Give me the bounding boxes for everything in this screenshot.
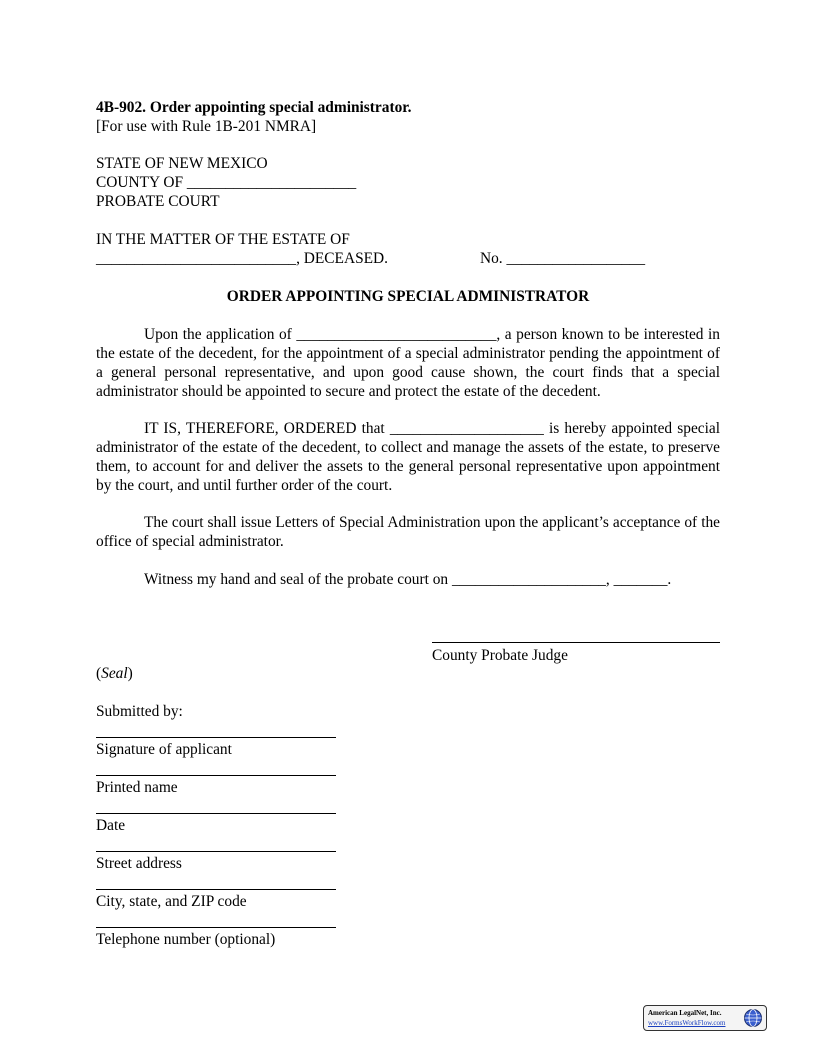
field-signature-label: Signature of applicant [96, 741, 232, 758]
printed-name-line [96, 775, 336, 776]
field-printed-name-label: Printed name [96, 779, 178, 796]
field-telephone-label: Telephone number (optional) [96, 931, 276, 948]
seal-label [96, 664, 133, 683]
rule-note: [For use with Rule 1B-201 NMRA] [96, 118, 317, 135]
date-line [96, 813, 336, 814]
deceased-line: __________________________, DECEASED. [96, 250, 388, 267]
judge-signature-line [432, 642, 720, 643]
paragraph-letters-text: The court shall issue Letters of Special Administration upon the applicant’s acceptance of the office of special administrator. [96, 514, 720, 550]
field-street-address-label: Street address [96, 855, 182, 872]
paragraph-application-text: Upon the application of __________________________, a person known to be interested in the estate of the decedent, for the appointment of a special administrator pending the appointment of a general personal representative, and upon good cause shown, the court finds that a special administrator should be appointed to secure and protect the estate of the decedent. [96, 326, 720, 400]
paragraph-ordered-text: IT IS, THEREFORE, ORDERED that ____________________ is hereby appointed special administrator of the estate of the decedent, to collect and manage the assets of the estate, to preserve them, to account for and deliver the assets to the general personal representative upon appointment by the court, and until further order of the court. [96, 420, 720, 494]
city-state-zip-line [96, 889, 336, 890]
field-date-label: Date [96, 817, 126, 834]
order-title: ORDER APPOINTING SPECIAL ADMINISTRATOR [226, 288, 590, 305]
witness-line: Witness my hand and seal of the probate court on ____________________, _______. [144, 571, 672, 588]
telephone-line [96, 927, 336, 928]
county-line: COUNTY OF ______________________ [96, 174, 357, 191]
globe-icon [743, 1008, 763, 1028]
paragraph-letters [96, 513, 720, 551]
field-city-state-zip-label: City, state, and ZIP code [96, 893, 247, 910]
logo-company: American LegalNet, Inc. [648, 1009, 722, 1017]
seal-open: ( [96, 665, 102, 682]
matter-heading: IN THE MATTER OF THE ESTATE OF [96, 231, 350, 248]
form-title: 4B-902. Order appointing special administrator. [96, 99, 412, 116]
case-number: No. __________________ [480, 250, 646, 267]
judge-label: County Probate Judge [432, 647, 568, 664]
signature-line [96, 737, 336, 738]
seal-close: ) [127, 665, 133, 682]
court-name: PROBATE COURT [96, 193, 220, 210]
submitted-by-label: Submitted by: [96, 703, 183, 720]
state-name: STATE OF NEW MEXICO [96, 155, 268, 172]
legalnet-logo[interactable] [643, 1005, 767, 1031]
seal-word: Seal [101, 665, 128, 682]
paragraph-application [96, 325, 720, 401]
paragraph-ordered [96, 419, 720, 495]
street-address-line [96, 851, 336, 852]
logo-url[interactable]: www.FormsWorkFlow.com [648, 1019, 726, 1027]
